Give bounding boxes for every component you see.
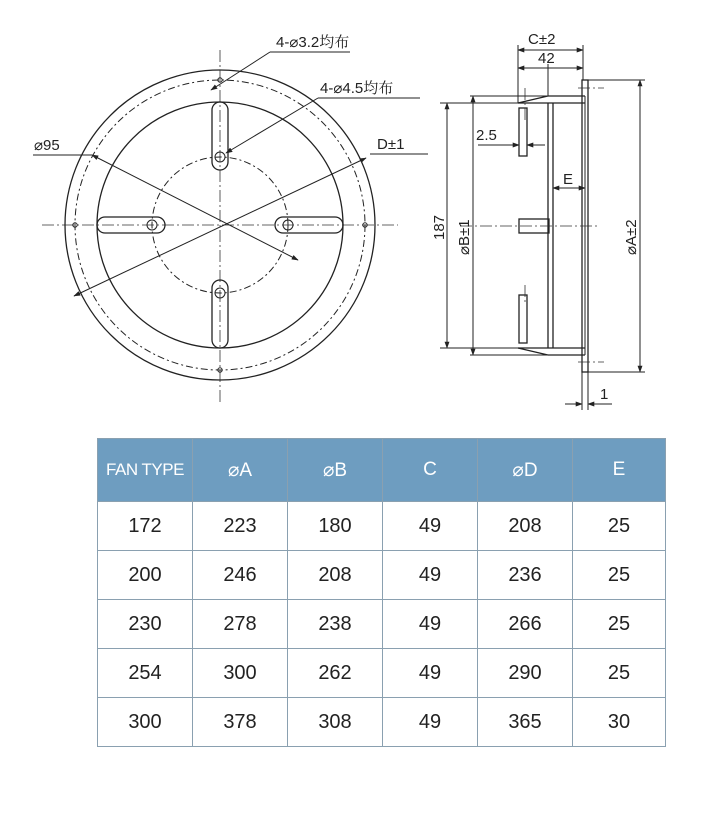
label-a: ⌀A±2 — [623, 219, 640, 255]
table-row — [98, 551, 666, 600]
cell-d: 365 — [478, 698, 573, 747]
table-row — [98, 502, 666, 551]
cell-a: 246 — [193, 551, 288, 600]
side-view — [431, 31, 645, 410]
cell-a: 278 — [193, 600, 288, 649]
label-2-5: 2.5 — [476, 127, 497, 144]
cell-d: 208 — [478, 502, 573, 551]
cell-b: 238 — [288, 600, 383, 649]
header-b: ⌀B — [288, 439, 383, 502]
cell-b: 208 — [288, 551, 383, 600]
cell-c: 49 — [383, 551, 478, 600]
cell-b: 308 — [288, 698, 383, 747]
header-e: E — [573, 439, 666, 502]
cell-c: 49 — [383, 649, 478, 698]
cell-fan-type: 254 — [98, 649, 193, 698]
header-fan-type: FAN TYPE — [98, 439, 193, 502]
label-42: 42 — [538, 50, 555, 67]
label-d: D±1 — [377, 136, 405, 153]
header-d: ⌀D — [478, 439, 573, 502]
cell-fan-type: 300 — [98, 698, 193, 747]
front-view — [33, 34, 428, 405]
label-187: 187 — [431, 214, 448, 240]
cell-e: 25 — [573, 551, 666, 600]
cell-fan-type: 200 — [98, 551, 193, 600]
label-holes-small: 4-⌀3.2均布 — [276, 34, 350, 51]
header-c: C — [383, 439, 478, 502]
cell-e: 25 — [573, 502, 666, 551]
cell-a: 300 — [193, 649, 288, 698]
cell-c: 49 — [383, 502, 478, 551]
label-circle-95: ⌀95 — [34, 137, 60, 154]
label-c: C±2 — [528, 31, 556, 48]
cell-e: 25 — [573, 600, 666, 649]
label-b: ⌀B±1 — [456, 219, 473, 255]
cell-fan-type: 230 — [98, 600, 193, 649]
spec-table — [97, 438, 666, 747]
label-1: 1 — [600, 386, 609, 403]
cell-d: 266 — [478, 600, 573, 649]
cell-d: 290 — [478, 649, 573, 698]
label-holes-large: 4-⌀4.5均布 — [320, 80, 394, 97]
cell-b: 262 — [288, 649, 383, 698]
cell-e: 30 — [573, 698, 666, 747]
table-row — [98, 600, 666, 649]
cell-a: 223 — [193, 502, 288, 551]
cell-a: 378 — [193, 698, 288, 747]
cell-fan-type: 172 — [98, 502, 193, 551]
cell-c: 49 — [383, 698, 478, 747]
cell-b: 180 — [288, 502, 383, 551]
cell-c: 49 — [383, 600, 478, 649]
table-row — [98, 698, 666, 747]
table-row — [98, 649, 666, 698]
cell-e: 25 — [573, 649, 666, 698]
label-e: E — [563, 171, 574, 188]
header-a: ⌀A — [193, 439, 288, 502]
table-header-row — [98, 439, 666, 502]
cell-d: 236 — [478, 551, 573, 600]
